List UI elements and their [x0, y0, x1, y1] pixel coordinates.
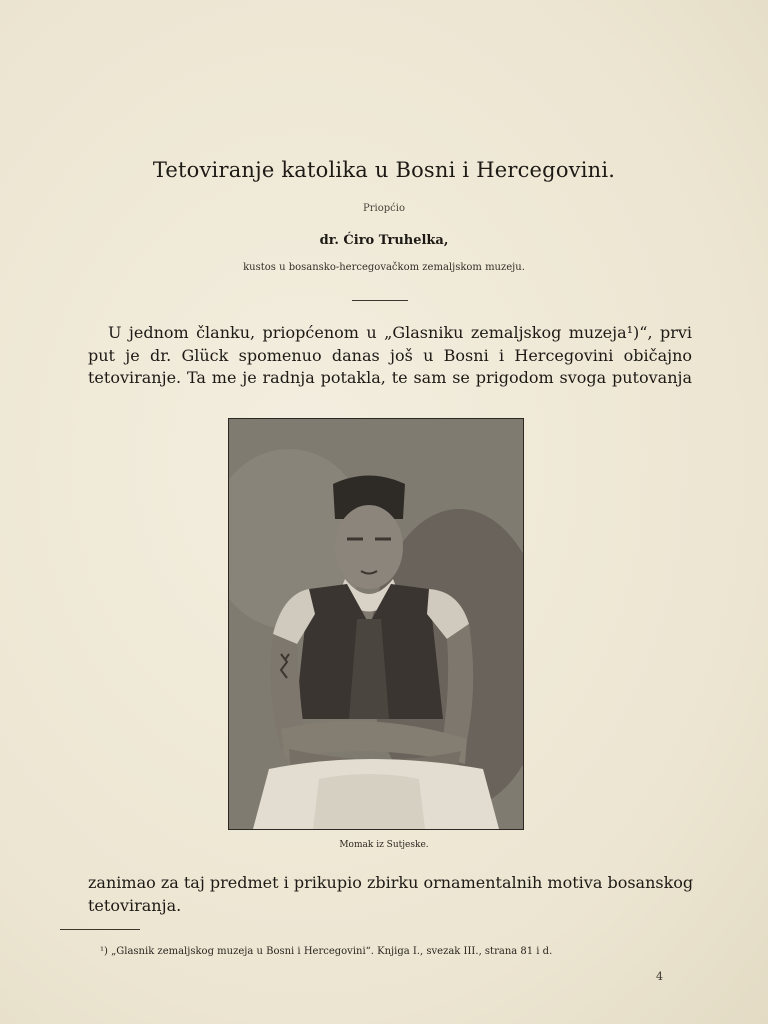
paragraph-line: tetoviranja. [88, 895, 182, 915]
paragraph-line: put je dr. Glück spomenuo danas još u Bosni i Hercegovini običajno [88, 345, 692, 365]
author-name: dr. Ćiro Truhelka, [319, 233, 449, 248]
author-affiliation: kustos u bosansko-hercegovačkom zemaljskom muzeju. [243, 262, 525, 273]
paragraph-intro [88, 322, 692, 390]
title-divider [352, 300, 408, 301]
figure-caption: Momak iz Sutjeske. [339, 840, 429, 850]
portrait-illustration [229, 419, 523, 829]
paragraph-line: tetoviranje. Ta me je radnja potakla, te sam se prigodom svoga putovanja [88, 368, 692, 387]
paragraph-continuation [88, 872, 692, 917]
footnote-divider [60, 929, 140, 930]
paragraph-line: U jednom članku, priopćenom u „Glasniku zemaljskog muzeja¹)“, prvi [108, 323, 692, 342]
page-number: 4 [656, 970, 663, 983]
paragraph-line: zanimao za taj predmet i prikupio zbirku ornamentalnih motiva bosanskog [88, 873, 694, 892]
footnote: ¹) „Glasnik zemaljskog muzeja u Bosni i Hercegovini“. Knjiga I., svezak III., strana 81 i d. [100, 946, 553, 957]
prepared-by-label: Priopćio [363, 203, 405, 214]
portrait-photograph [228, 418, 524, 830]
article-title: Tetoviranje katolika u Bosni i Hercegovini. [152, 158, 616, 182]
